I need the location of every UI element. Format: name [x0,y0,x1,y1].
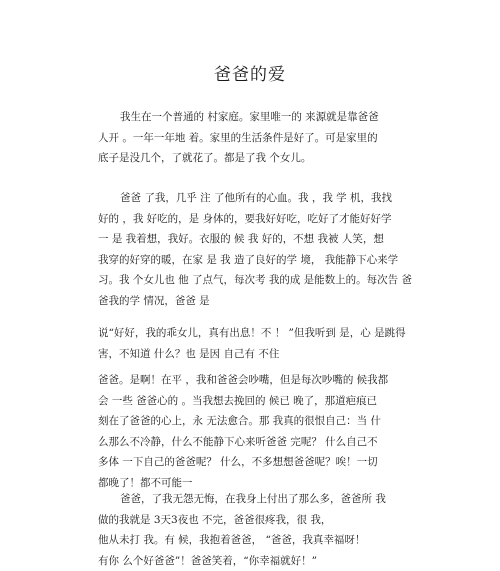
text-line: 多体 一下自己的爸爸呢？ 什么，不多想想爸爸呢？唉！一切 [98,452,418,473]
paragraph-3 [98,323,418,364]
text-line: 做的我就是 3天3夜也 不完，爸爸很疼我，很 我， [98,510,418,531]
text-line: 爸我的学 情况，爸爸 是 [98,291,418,312]
text-line: 人开 。一年一年地 着。家里的生活条件是好了。可是家里的 [98,128,418,149]
text-line: 刻在了爸爸的心上，永 无法愈合。那 我真的很恨自己：当 什 [98,411,418,432]
text-line: 爸爸。是啊！在平 ，我和爸爸会吵嘴，但是每次吵嘴的 候我都 [98,370,418,391]
text-line: 么那么不冷静，什么不能静下心来听爸爸 完呢？ 什么自己不 [98,432,418,453]
page-title: 爸爸的爱 [0,60,500,85]
text-line: 他从未打 我。有 候，我抱着爸爸， “爸爸，我真幸福呀！ [98,530,418,551]
text-line: 爸爸，了我无怨无悔，在我身上付出了那么多，爸爸所 我 [98,489,418,510]
paragraph-2 [98,188,418,311]
text-line: 我生在一个普通的 村家庭。家里唯一的 来源就是靠爸爸 [98,107,418,128]
text-line: 爸爸 了我，几乎 注 了他所有的心血。我 ，我 学 机，我找 [98,188,418,209]
paragraph-5 [98,489,418,571]
text-line: 会 一些 爸爸心的 。当我想去挽回的 候已 晚了，那道疤痕已 [98,391,418,412]
paragraph-1 [98,107,418,169]
text-line: 好的 ，我 好吃的，是 身体的，要我好好吃，吃好了才能好好学 [98,209,418,230]
text-line: 说“好好，我的乖女儿，真有出息！不 ！ ”但我听到 是，心 是跳得 [98,323,418,344]
paragraph-4 [98,370,418,493]
text-line: 害，不知道 什么？也 是因 自己有 不住 [98,344,418,365]
text-line: 底子是没几个，了就花了。都是了我 个女儿。 [98,148,418,169]
text-line: 一 是 我着想，我好。衣服的 候 我 好的，不想 我被 人笑，想 [98,229,418,250]
text-line: 习。我 个女儿也 他 了点气，每次考 我的成 是能数上的。每次告 爸 [98,270,418,291]
text-line: 我穿的好穿的暖，在家 是 我 造了良好的学 境， 我能静下心来学 [98,250,418,271]
text-line: 有你 么个好爸爸”！爸爸笑着，“你幸福就好！” [98,551,418,571]
text-line: 都晚了！都不可能一 [98,473,418,494]
